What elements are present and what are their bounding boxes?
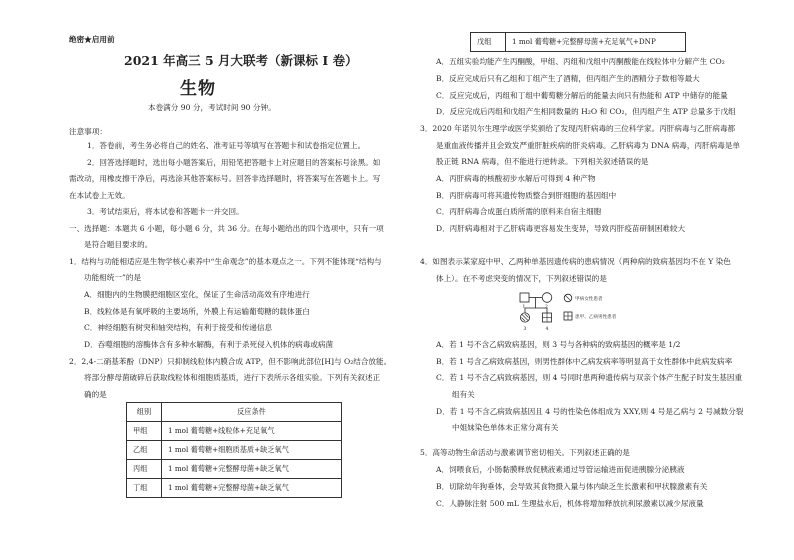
table-cell: 1 mol 葡萄糖+完整酵母菌+充足氧气+DNP <box>506 33 686 52</box>
subject-title: 生物 <box>180 79 216 99</box>
secret-label: 绝密★启用前 <box>69 35 115 44</box>
table-row <box>127 479 342 498</box>
exam-title: 2021 年高三 5 月大联考（新课标 I 卷） <box>124 53 358 68</box>
table-row <box>471 33 686 52</box>
table-cell: 丁组 <box>127 479 162 498</box>
q2-conditions-table-continued <box>470 32 686 52</box>
male-symbol-1 <box>520 293 529 302</box>
q1-stem: 1．结构与功能相适应是生物学核心素养中“生命观念”的基本观点之一。下列不能体现“结构与 <box>69 257 382 266</box>
q2-option: C．反应完成后，丙组和丁组中葡萄糖分解后的能量去向只有热能和 ATP 中储存的能量 <box>436 91 728 100</box>
q4-option: 中姐妹染色单体未正常分离有关 <box>452 423 559 432</box>
q4-option: B．若 1 号含乙病致病基因，则男性群体中乙病发病率等明显高于女性群体中此病发病率 <box>436 357 733 366</box>
note-line: 在本试卷上无效。 <box>69 191 130 200</box>
q3-stem: 股正链 RNA 病毒，但不能进行逆转录。下列相关叙述错误的是 <box>436 157 649 166</box>
note-line: 需改动，用橡皮擦干净后，再选涂其他答案标号。回答非选择题时，将答案写在答题卡上。写 <box>69 174 381 183</box>
q1-option: B．线粒体是有氧呼吸的主要场所，外膜上有运输葡萄糖的载体蛋白 <box>84 307 310 316</box>
q3-option: D．丙肝病毒相对于乙肝病毒更容易发生变异，导致丙肝疫苗研制困难较大 <box>436 224 686 233</box>
table-cell: 甲组 <box>127 422 162 441</box>
q3-option: C．丙肝病毒合成蛋白质所需的原料来自宿主细胞 <box>436 207 602 216</box>
q2-stem: 将部分酵母菌破碎后获取线粒体和细胞质基质，进行下表所示各组实验。下列有关叙述正 <box>84 373 381 382</box>
table-row <box>127 460 342 479</box>
q1-option: D．吞噬细胞的溶酶体含有多种水解酶，有利于杀死侵入机体的病毒或病菌 <box>84 340 334 349</box>
note-line: 1．答卷前，考生务必将自己的姓名、准考证号等填写在答题卡和试卷指定位置上。 <box>87 141 366 150</box>
q2-option: D．反应完成后丙组和戊组产生相同数量的 H₂O 和 CO₂，但丙组产生 ATP 总量多于戊组 <box>436 107 736 116</box>
q1-option: A．细胞内的生物膜把细胞区室化，保证了生命活动高效有序地进行 <box>84 290 310 299</box>
q3-option: B．丙肝病毒可将其遗传物质整合到肝细胞的基因组中 <box>436 191 617 200</box>
q5-option: B．切除幼年狗垂体，会导致其食物摄入量与体内缺乏生长激素和甲状腺激素有关 <box>436 482 708 491</box>
table-cell: 乙组 <box>127 441 162 460</box>
table-cell: 1 mol 葡萄糖+完整酵母菌+缺乏氧气 <box>162 479 342 498</box>
q5-stem: 5．高等动物生命活动与激素调节密切相关。下列叙述正确的是 <box>420 448 630 457</box>
legend-label-b: 患甲、乙病男性患者 <box>575 315 617 320</box>
pedigree-number: 2 <box>545 305 548 310</box>
q3-stem: 是重血液传播并且会致发严重肝脏疾病的肝炎病毒。乙肝病毒为 DNA 病毒，丙肝病毒是单 <box>436 141 741 150</box>
q4-option: 组有关 <box>452 390 475 399</box>
table-header: 反应条件 <box>162 403 342 422</box>
q3-stem: 3．2020 年诺贝尔生理学或医学奖颁给了发现丙肝病毒的三位科学家。丙肝病毒与乙肝病毒都 <box>420 124 736 133</box>
pedigree-diagram <box>518 290 658 332</box>
q4-stem: 体上）。在不考虑突变的情况下，下列叙述错误的是 <box>436 274 607 283</box>
pedigree-number: 3 <box>523 327 527 332</box>
table-cell: 1 mol 葡萄糖+完整酵母菌+缺乏氧气 <box>162 460 342 479</box>
table-cell: 戊组 <box>471 33 506 52</box>
q2-option: B．反应完成后只有乙组和丁组产生了酒精，但丙组产生的酒精分子数相等最大 <box>436 74 700 83</box>
q2-option: A．五组实验均能产生丙酮酸，甲组、丙组和戊组中丙酮酸能在线粒体中分解产生 CO₂ <box>436 57 725 66</box>
q4-stem: 4．如图表示某家庭中甲、乙两种单基因遗传病的患病情况（两种病的致病基因均不在 Y 染色 <box>420 257 731 266</box>
pedigree-number: 1 <box>522 305 526 310</box>
q1-option: C．神经细胞有树突和轴突结构，有利于接受和传递信息 <box>84 323 273 332</box>
note-line: 3．考试结束后，将本试卷和答题卡一并交回。 <box>87 207 244 216</box>
q2-conditions-table <box>126 402 342 498</box>
note-line: 2．回答选择题时，选出每小题答案后，用铅笔把答题卡上对应题目的答案标号涂黑。如 <box>87 158 381 167</box>
section-line: 一、选择题：本题共 6 小题，每小题 6 分，共 36 分。在每小题给出的四个选项中，只有一项 <box>69 224 384 233</box>
legend-label-a: 甲病女性患者 <box>575 297 603 302</box>
pedigree-number: 4 <box>545 327 549 332</box>
table-cell: 1 mol 葡萄糖+线粒体+充足氧气 <box>162 422 342 441</box>
table-cell: 丙组 <box>127 460 162 479</box>
q2-stem: 确的是 <box>84 390 107 399</box>
q4-option: A．若 1 号不含乙病致病基因，则 3 号与各种病的致病基因的概率是 1/2 <box>436 340 681 349</box>
q1-stem: 功能相统一”的是 <box>84 273 142 282</box>
table-header-row <box>127 403 342 422</box>
q2-stem: 2．2,4-二硝基苯酚（DNP）只抑制线粒体内膜合成 ATP，但不影响此部位[H]与 O₂结合放能。 <box>69 357 392 366</box>
table-row <box>127 422 342 441</box>
q3-option: A．丙肝病毒的核酸初步水解后可得到 4 种产物 <box>436 174 596 183</box>
section-line: 是符合题目要求的。 <box>84 240 153 249</box>
table-header: 组别 <box>127 403 162 422</box>
score-line: 本卷满分 90 分，考试时间 90 分钟。 <box>148 103 276 112</box>
q4-option: D．若 1 号不含乙病致病基因且 4 号的性染色体组成为 XXY,则 4 号是乙病与 2 号减数分裂 <box>436 407 744 416</box>
notes-heading: 注意事项： <box>69 127 107 136</box>
table-row <box>127 441 342 460</box>
q4-option: C．若 1 号不含乙病致病基因，则 4 号同时患两种遗传病与双亲个体产生配子时发生基因重 <box>436 373 743 382</box>
female-symbol-2 <box>542 293 552 303</box>
q5-option: A．饲喂食后，小肠黏膜释放促胰液素通过导管运输进而促进胰腺分泌胰液 <box>436 465 685 474</box>
table-cell: 1 mol 葡萄糖+细胞质基质+缺乏氧气 <box>162 441 342 460</box>
q5-option: C．人静脉注射 500 mL 生理盐水后，机体将增加释放抗利尿激素以减少尿液量 <box>436 499 704 508</box>
